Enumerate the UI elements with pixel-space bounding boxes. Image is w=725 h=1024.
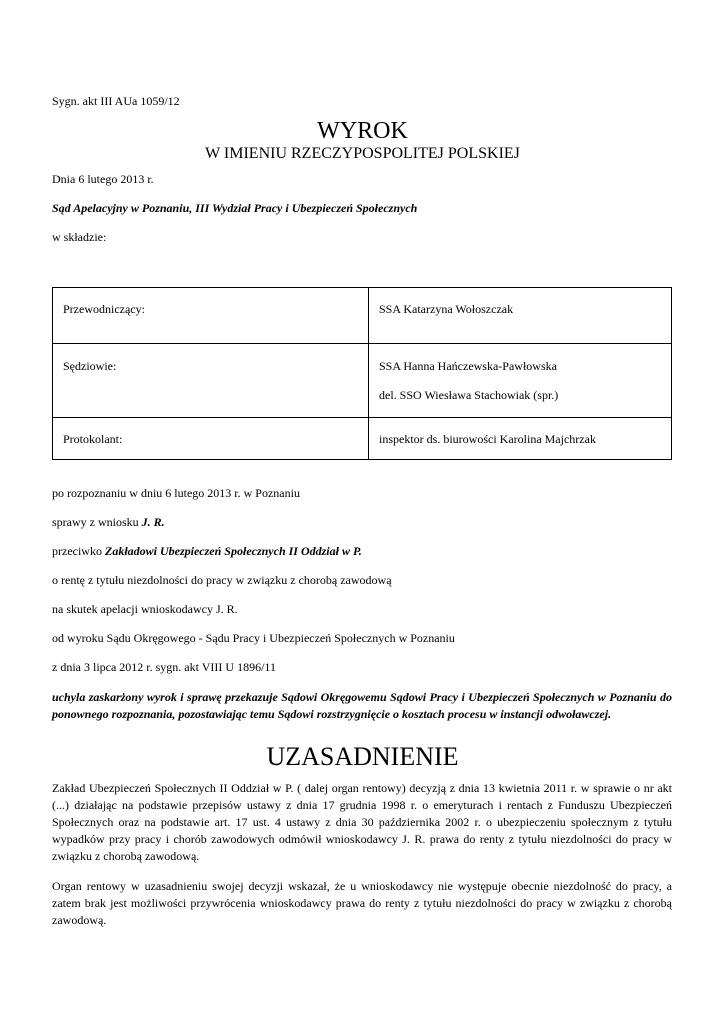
applicant-line bbox=[52, 515, 165, 530]
role-cell bbox=[53, 288, 369, 344]
proceedings-line: o rentę z tytułu niezdolności do pracy w związku z chorobą zawodową bbox=[52, 573, 392, 587]
table-row bbox=[53, 288, 672, 344]
member-name: SSA Katarzyna Wołoszczak bbox=[379, 302, 514, 316]
ruling-text: uchyla zaskarżony wyrok i sprawę przekazuje Sądowi Okręgowemu Sądowi Pracy i Ubezpieczeń Społecznych w Poznaniu do ponownego rozpoznania, pozostawiając temu Sądowi rozstrzygnięcie o kosztach procesu w instancji odwoławczej. bbox=[52, 690, 672, 721]
case-reference: Sygn. akt III AUa 1059/12 bbox=[52, 94, 180, 108]
names-cell bbox=[369, 344, 672, 418]
justification-paragraph: Organ rentowy w uzasadnieniu swojej decyzji wskazał, że u wnioskodawcy nie występuje obecnie niezdolność do pracy, a zatem brak jest możliwości przywrócenia wnioskodawcy prawa do renty z tytułu niezdolności do pracy w związku z chorobą zawodową. bbox=[52, 879, 672, 927]
respondent-name: Zakładowi Ubezpieczeń Społecznych II Oddział w P. bbox=[104, 544, 362, 558]
member-name: del. SSO Wiesława Stachowiak (spr.) bbox=[379, 388, 559, 402]
proceedings-line: od wyroku Sądu Okręgowego - Sądu Pracy i Ubezpieczeń Społecznych w Poznaniu bbox=[52, 631, 455, 645]
role-label: Protokolant: bbox=[63, 432, 123, 446]
applicant-name: J. R. bbox=[141, 515, 165, 529]
role-label: Sędziowie: bbox=[63, 359, 117, 373]
proceedings-line: z dnia 3 lipca 2012 r. sygn. akt VIII U 1896/11 bbox=[52, 660, 276, 674]
respondent-prefix: przeciwko bbox=[52, 544, 105, 558]
applicant-prefix: sprawy z wniosku bbox=[52, 515, 142, 529]
names-cell bbox=[369, 418, 672, 460]
role-cell bbox=[53, 344, 369, 418]
table-row bbox=[53, 418, 672, 460]
court-panel-table bbox=[52, 287, 672, 460]
court-name: Sąd Apelacyjny w Poznaniu, III Wydział Pracy i Ubezpieczeń Społecznych bbox=[52, 201, 418, 215]
member-name: SSA Hanna Hańczewska-Pawłowska bbox=[379, 359, 557, 373]
proceedings-line: na skutek apelacji wnioskodawcy J. R. bbox=[52, 602, 238, 616]
respondent-line bbox=[52, 544, 362, 559]
composition-label: w składzie: bbox=[52, 230, 107, 244]
role-cell bbox=[53, 418, 369, 460]
table-row bbox=[53, 344, 672, 418]
proceedings-line: po rozpoznaniu w dniu 6 lutego 2013 r. w Poznaniu bbox=[52, 486, 300, 500]
role-label: Przewodniczący: bbox=[63, 302, 145, 316]
justification-paragraph: Zakład Ubezpieczeń Społecznych II Oddział w P. ( dalej organ rentowy) decyzją z dnia 13 kwietnia 2011 r. w sprawie o nr akt (...) działając na podstawie przepisów ustawy z dnia 17 grudnia 1998 r. o emeryturach i rentach z Funduszu Ubezpieczeń Społecznych oraz na podstawie art. 17 ust. 4 ustawy z dnia 30 października 2002 r. o ubezpieczeniu społecznym z tytułu wypadków przy pracy i chorób zawodowych odmówił wnioskodawcy J. R. prawa do renty z tytułu niezdolności do pracy w związku z chorobą zawodową. bbox=[52, 781, 672, 863]
judgment-date: Dnia 6 lutego 2013 r. bbox=[52, 172, 154, 186]
member-name: inspektor ds. biurowości Karolina Majchrzak bbox=[379, 432, 596, 446]
document-title: WYROK bbox=[317, 118, 408, 144]
names-cell bbox=[369, 288, 672, 344]
justification-heading: UZASADNIENIE bbox=[266, 742, 459, 771]
document-subtitle: W IMIENIU RZECZYPOSPOLITEJ POLSKIEJ bbox=[205, 145, 520, 162]
